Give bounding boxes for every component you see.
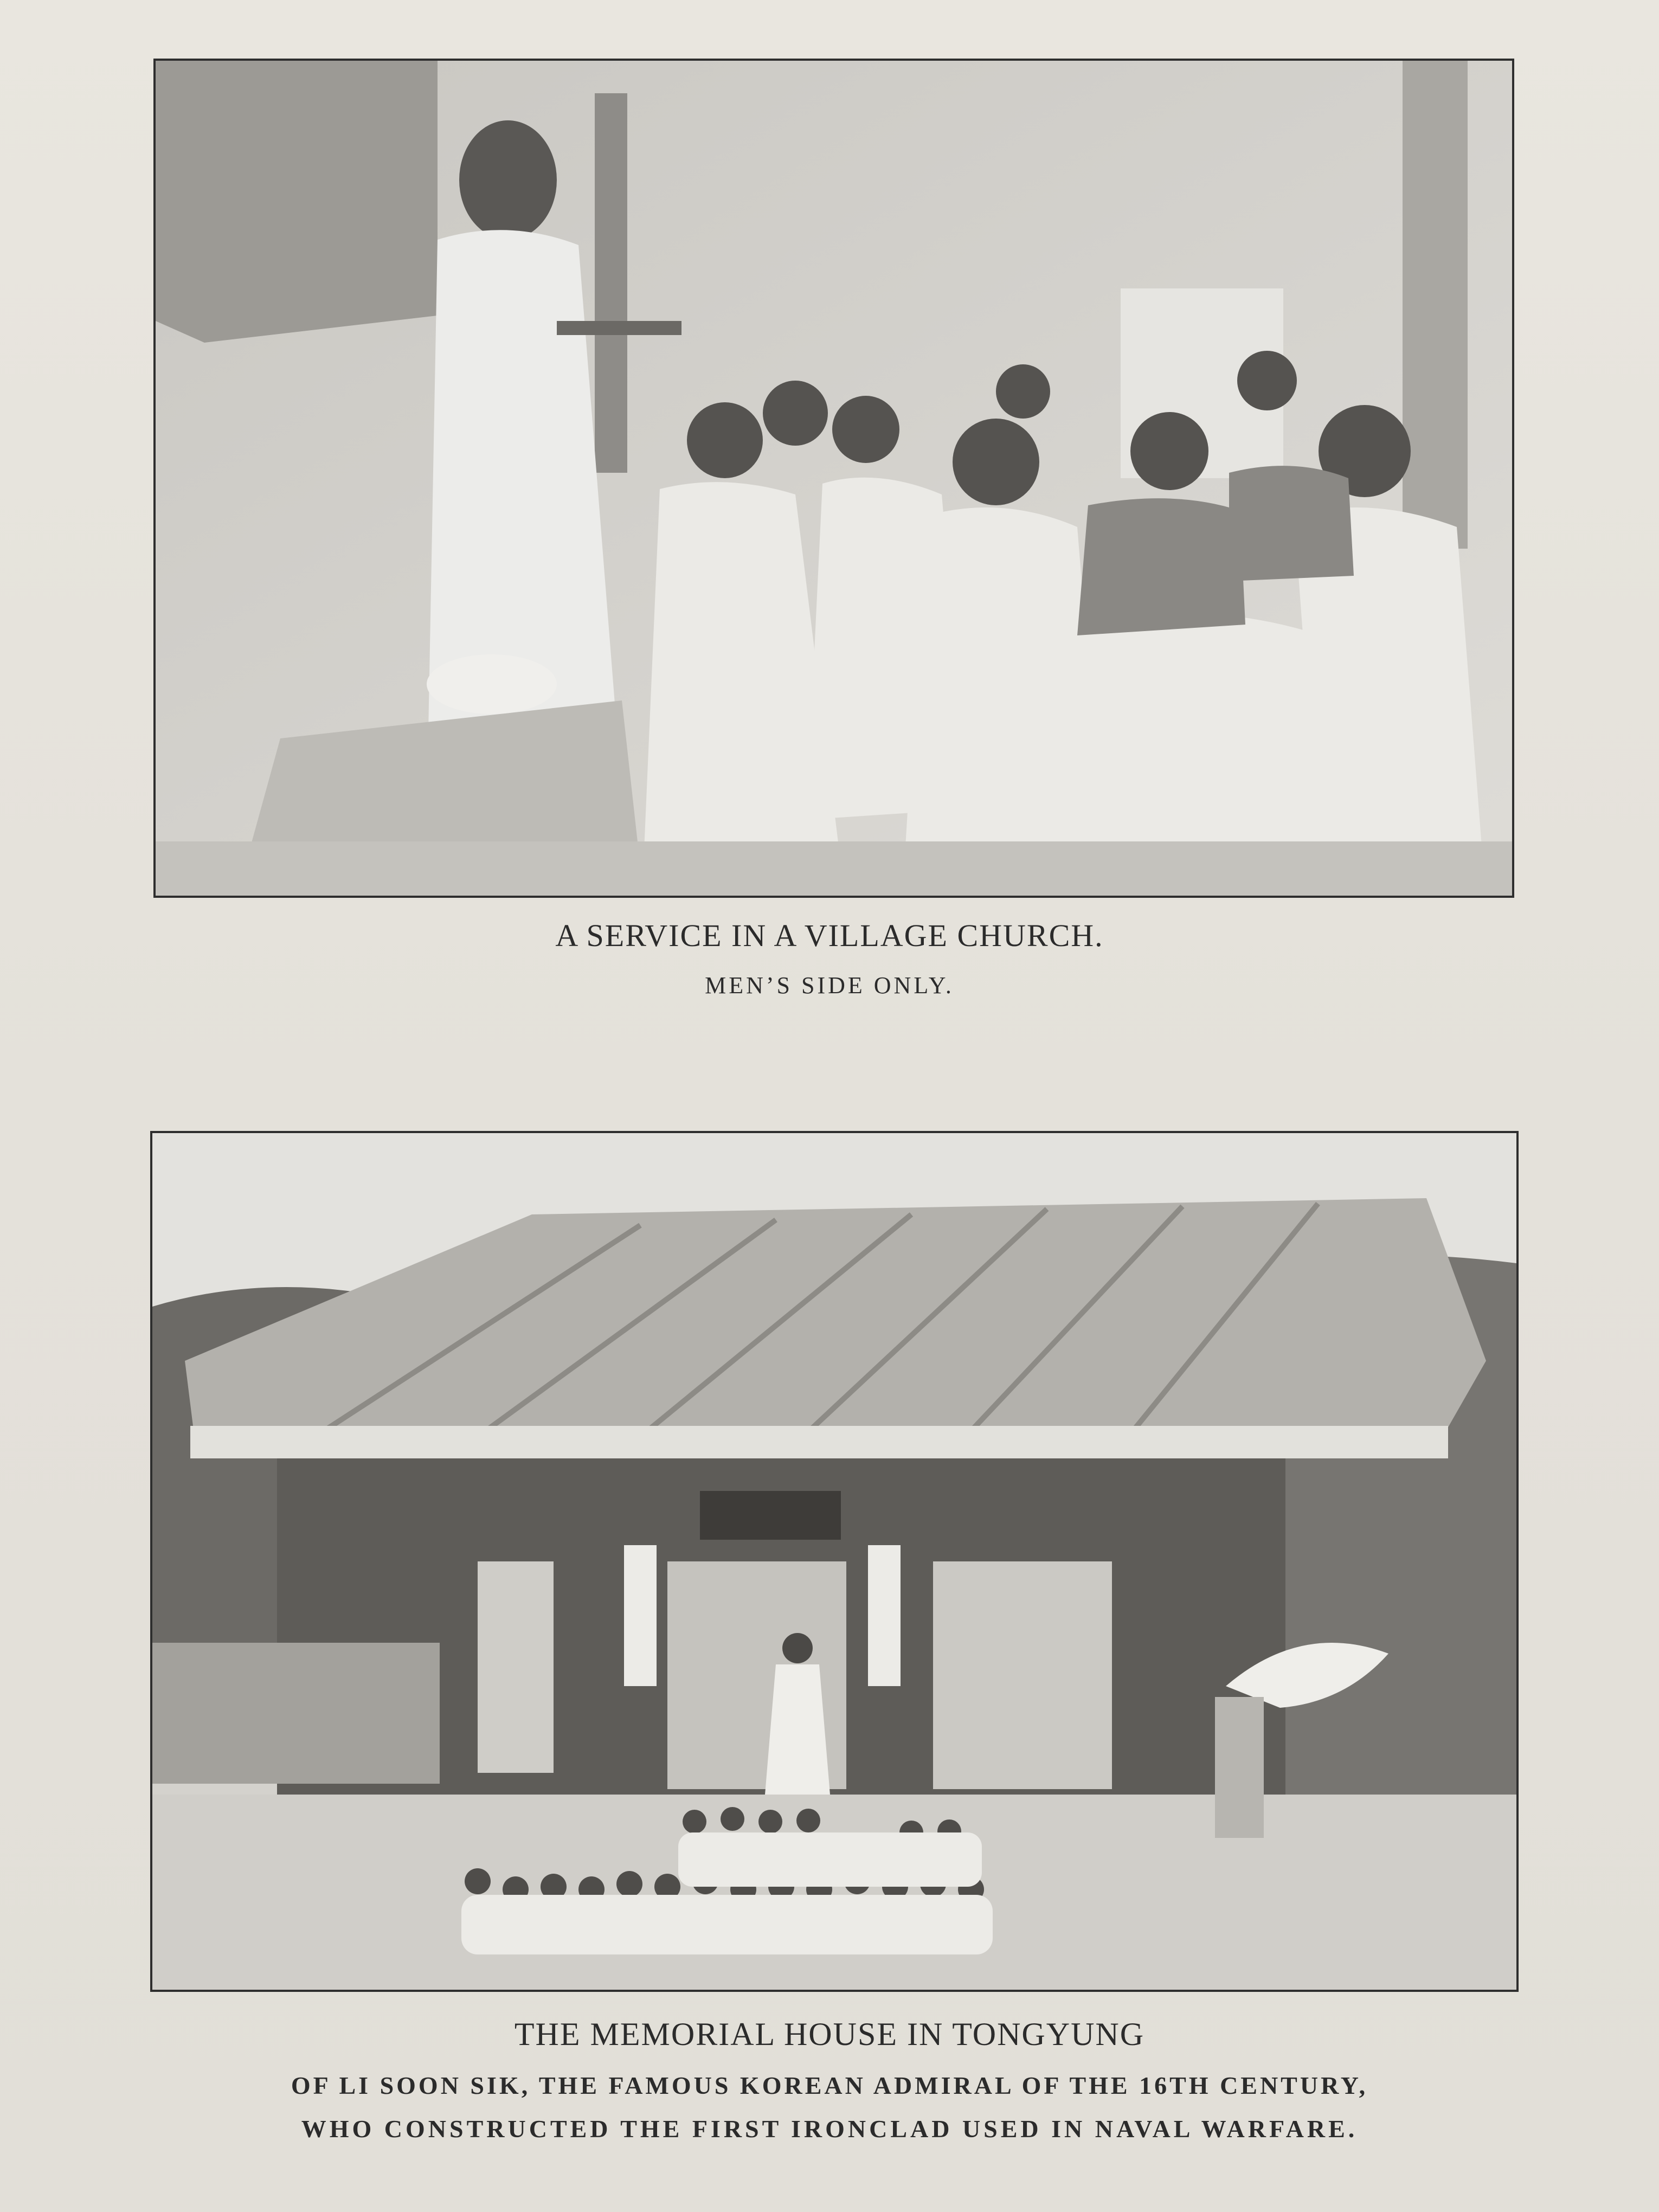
- caption-2-title: THE MEMORIAL HOUSE IN TONGYUNG: [514, 2016, 1145, 2052]
- church-scene-illustration: [156, 61, 1512, 896]
- village-church-photo: [153, 59, 1514, 898]
- caption-2-line-2: WHO CONSTRUCTED THE FIRST IRONCLAD USED IN NAVAL WARFARE.: [301, 2115, 1358, 2143]
- caption-1-subtitle: MEN’S SIDE ONLY.: [705, 972, 954, 999]
- caption-2-line-1: OF LI SOON SIK, THE FAMOUS KOREAN ADMIRAL OF THE 16TH CENTURY,: [291, 2072, 1368, 2099]
- caption-1-title: A SERVICE IN A VILLAGE CHURCH.: [555, 918, 1104, 953]
- memorial-house-illustration: [152, 1133, 1516, 1990]
- memorial-house-photo: [150, 1131, 1519, 1992]
